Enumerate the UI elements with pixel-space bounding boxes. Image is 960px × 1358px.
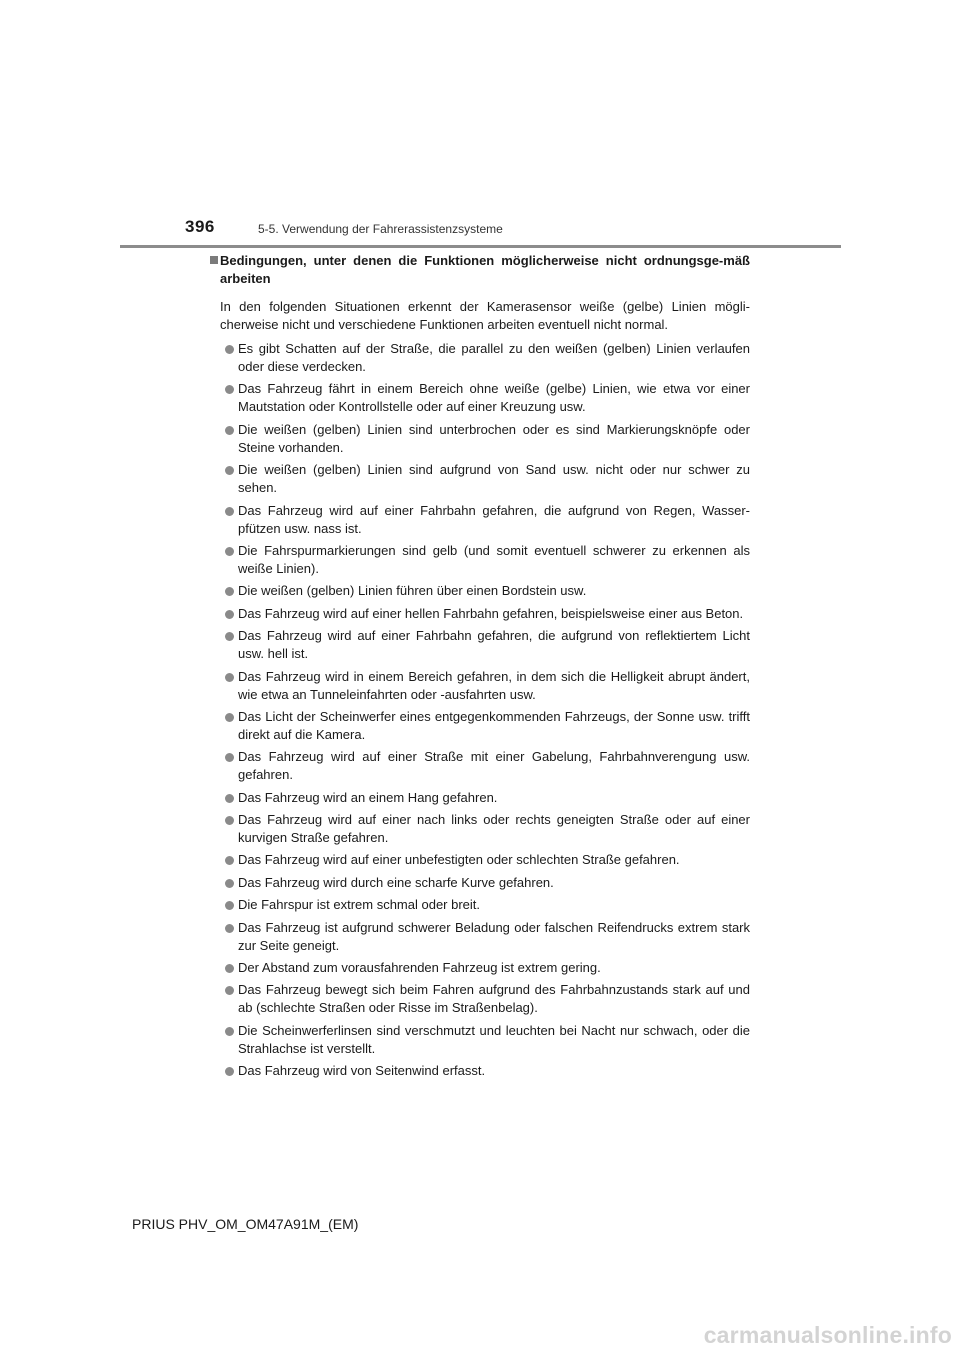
list-item (210, 668, 750, 704)
list-item-text: Das Fahrzeug wird von Seitenwind erfasst. (238, 1063, 486, 1079)
list-item (210, 851, 750, 869)
list-item-text: Der Abstand zum vorausfahrenden Fahrzeug ist extrem gering. (238, 960, 601, 976)
circle-bullet-icon (225, 879, 234, 888)
list-item-text: Das Fahrzeug wird auf einer Fahrbahn gefahren, die aufgrund von Regen, Wasser-pfützen usw. nass ist. (238, 502, 750, 536)
list-item (210, 748, 750, 784)
list-item (210, 708, 750, 744)
list-item (210, 811, 750, 847)
list-item (210, 1062, 750, 1080)
list-item-text: Die Fahrspur ist extrem schmal oder breit. (238, 897, 481, 913)
list-item (210, 959, 750, 977)
circle-bullet-icon (225, 385, 234, 394)
list-item-text: Die Scheinwerferlinsen sind verschmutzt und leuchten bei Nacht nur schwach, oder die Strahlachse ist verstellt. (238, 1022, 750, 1056)
list-item-text: Die weißen (gelben) Linien führen über einen Bordstein usw. (238, 583, 587, 599)
list-item (210, 919, 750, 955)
list-item (210, 582, 750, 600)
list-item-text: Das Fahrzeug wird in einem Bereich gefahren, in dem sich die Helligkeit abrupt ändert, wie etwa an Tunneleinfahrten oder -ausfahrten usw. (238, 668, 750, 702)
list-item-text: Das Fahrzeug ist aufgrund schwerer Beladung oder falschen Reifendrucks extrem stark zur Seite geneigt. (238, 919, 750, 953)
circle-bullet-icon (225, 632, 234, 641)
circle-bullet-icon (225, 713, 234, 722)
list-item (210, 380, 750, 416)
list-item-text: Das Fahrzeug wird auf einer Straße mit einer Gabelung, Fahrbahnverengung usw. gefahren. (238, 749, 750, 783)
circle-bullet-icon (225, 547, 234, 556)
list-item-text: Das Licht der Scheinwerfer eines entgegenkommenden Fahrzeugs, der Sonne usw. trifft direkt auf die Kamera. (238, 708, 750, 742)
list-item-text: Die weißen (gelben) Linien sind aufgrund von Sand usw. nicht oder nur schwer zu sehen. (238, 462, 750, 496)
section-heading-text: Bedingungen, unter denen die Funktionen möglicherweise nicht ordnungsge-mäß arbeiten (220, 253, 750, 286)
circle-bullet-icon (225, 426, 234, 435)
list-item (210, 896, 750, 914)
section-intro: In den folgenden Situationen erkennt der Kamerasensor weiße (gelbe) Linien mögli-cherweise nicht und verschiedene Funktionen arbeiten eventuell nicht normal. (220, 299, 750, 332)
conditions-list (210, 340, 750, 1080)
list-item (210, 502, 750, 538)
circle-bullet-icon (225, 901, 234, 910)
main-content (210, 252, 750, 1085)
list-item-text: Das Fahrzeug bewegt sich beim Fahren aufgrund des Fahrbahnzustands stark auf und ab (schlechte Straßen oder Risse im Straßenbelag). (238, 982, 750, 1016)
list-item-text: Es gibt Schatten auf der Straße, die parallel zu den weißen (gelben) Linien verlaufen oder diese verdecken. (238, 341, 750, 374)
circle-bullet-icon (225, 964, 234, 973)
list-item (210, 1022, 750, 1058)
list-item (210, 605, 750, 623)
list-item-text: Das Fahrzeug wird auf einer Fahrbahn gefahren, die aufgrund von reflektiertem Licht usw. hell ist. (238, 628, 750, 662)
section-heading (210, 252, 750, 288)
circle-bullet-icon (225, 986, 234, 995)
list-item-text: Das Fahrzeug wird durch eine scharfe Kurve gefahren. (238, 874, 554, 890)
list-item-text: Das Fahrzeug wird an einem Hang gefahren. (238, 789, 498, 805)
circle-bullet-icon (225, 1067, 234, 1076)
header-divider (120, 245, 841, 248)
watermark: carmanualsonline.info (703, 1322, 952, 1348)
list-item (210, 627, 750, 663)
circle-bullet-icon (225, 345, 234, 354)
circle-bullet-icon (225, 753, 234, 762)
circle-bullet-icon (225, 856, 234, 865)
list-item (210, 542, 750, 578)
list-item (210, 340, 750, 376)
list-item (210, 874, 750, 892)
circle-bullet-icon (225, 673, 234, 682)
square-icon (210, 256, 218, 264)
list-item (210, 461, 750, 497)
list-item-text: Das Fahrzeug fährt in einem Bereich ohne weiße (gelbe) Linien, wie etwa vor einer Mautstation oder Kontrollstelle oder auf einer Kreuzung usw. (238, 381, 750, 415)
circle-bullet-icon (225, 816, 234, 825)
circle-bullet-icon (225, 1027, 234, 1036)
circle-bullet-icon (225, 507, 234, 516)
circle-bullet-icon (225, 466, 234, 475)
list-item-text: Das Fahrzeug wird auf einer hellen Fahrbahn gefahren, beispielsweise einer aus Beton. (238, 605, 744, 621)
list-item (210, 981, 750, 1017)
circle-bullet-icon (225, 587, 234, 596)
list-item-text: Das Fahrzeug wird auf einer unbefestigten oder schlechten Straße gefahren. (238, 852, 680, 868)
footer-document-id: PRIUS PHV_OM_OM47A91M_(EM) (132, 1216, 359, 1232)
circle-bullet-icon (225, 610, 234, 619)
circle-bullet-icon (225, 794, 234, 803)
list-item (210, 789, 750, 807)
page-number: 396 (185, 217, 215, 236)
running-header-section: 5-5. Verwendung der Fahrerassistenzsysteme (258, 222, 503, 236)
list-item (210, 421, 750, 457)
list-item-text: Das Fahrzeug wird auf einer nach links oder rechts geneigten Straße oder auf einer kurvigen Straße gefahren. (238, 812, 750, 846)
list-item-text: Die Fahrspurmarkierungen sind gelb (und somit eventuell schwerer zu erkennen als weiße Linien). (238, 542, 750, 576)
circle-bullet-icon (225, 924, 234, 933)
list-item-text: Die weißen (gelben) Linien sind unterbrochen oder es sind Markierungsknöpfe oder Steine vorhanden. (238, 421, 750, 455)
